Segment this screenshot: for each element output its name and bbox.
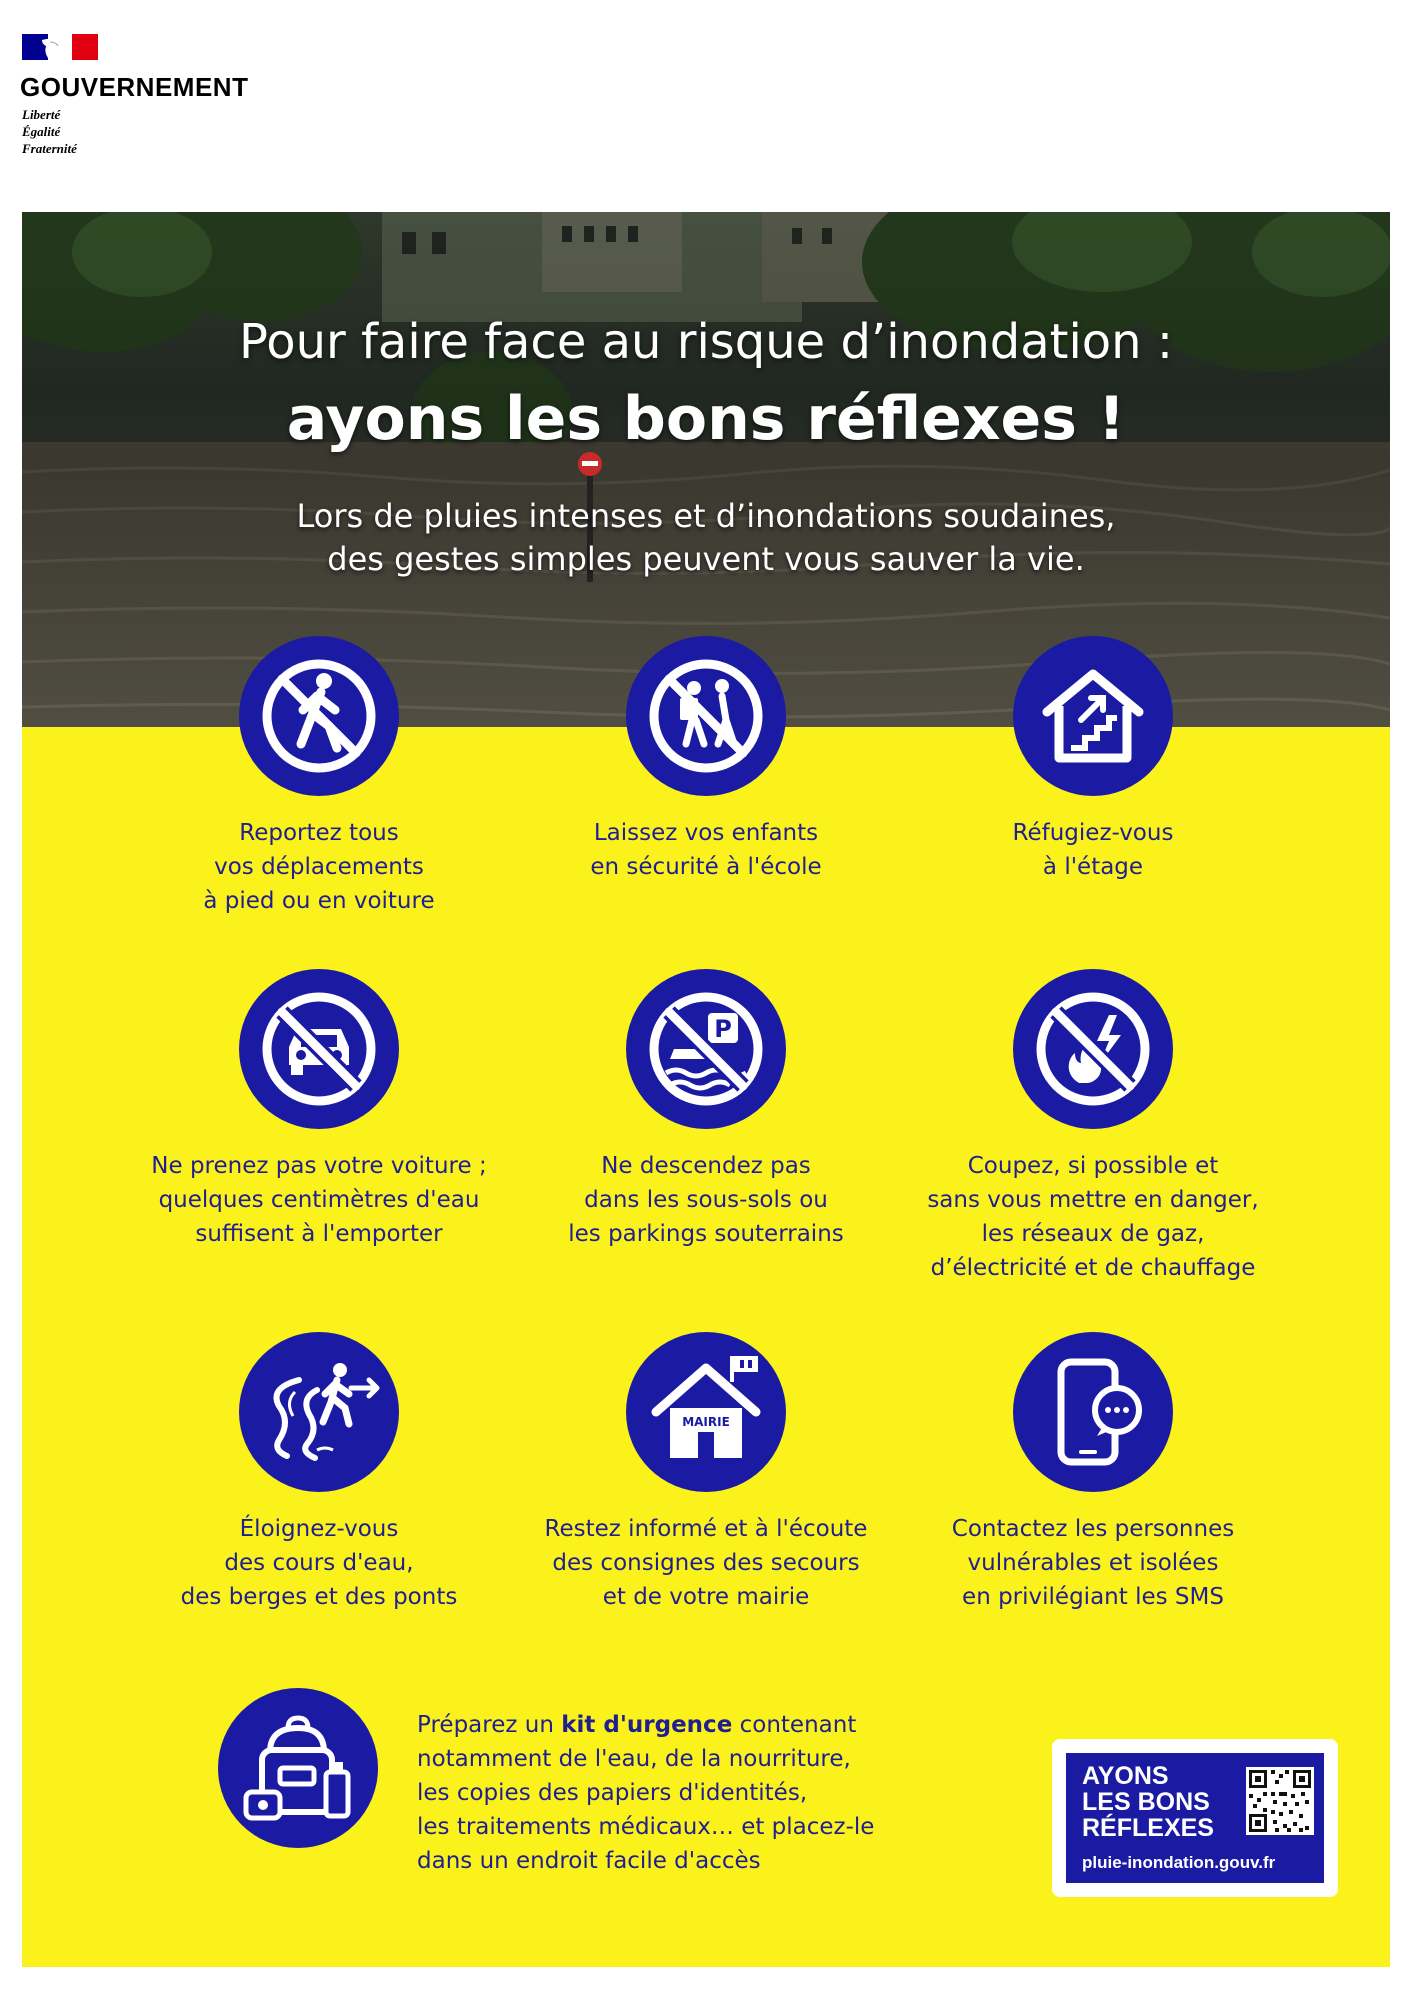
advice-text: Laissez vos enfants en sécurité à l'école xyxy=(590,820,822,880)
hero-subtitle-line2: des gestes simples peuvent vous sauver la vie. xyxy=(327,540,1085,578)
no-children-walking-icon xyxy=(626,636,786,796)
motto-egalite: Égalité xyxy=(22,124,61,139)
badge-line1: AYONS xyxy=(1082,1762,1169,1790)
kit-line-3: les traitements médicaux… et placez-le xyxy=(417,1814,875,1840)
mairie-label: MAIRIE xyxy=(682,1415,730,1429)
government-header xyxy=(20,34,320,164)
marianne-flag-logo xyxy=(22,34,98,60)
advice-text: Éloignez-vous des cours d'eau, des berges et des ponts xyxy=(180,1516,458,1610)
advice-text: Coupez, si possible et sans vous mettre en danger, les réseaux de gaz, d’électricité et de chauffage xyxy=(927,1153,1259,1281)
flood-poster xyxy=(22,212,1390,1967)
no-pedestrian-icon xyxy=(239,636,399,796)
kit-icon-circle xyxy=(218,1688,378,1848)
badge-slogan xyxy=(1082,1763,1214,1841)
kit-prefix: Préparez un xyxy=(417,1712,562,1738)
advice-text: Ne descendez pas dans les sous-sols ou les parkings souterrains xyxy=(568,1153,844,1247)
motto-fraternite: Fraternité xyxy=(22,141,77,156)
advice-text: Reportez tous vos déplacements à pied ou en voiture xyxy=(203,820,435,914)
advice-text: Réfugiez-vous à l'étage xyxy=(1012,820,1174,880)
kit-description xyxy=(417,1708,977,1878)
advice-text: Ne prenez pas votre voiture ; quelques centimètres d'eau suffisent à l'emporter xyxy=(151,1153,487,1247)
kit-line-4: dans un endroit facile d'accès xyxy=(417,1848,761,1874)
advice-text: Restez informé et à l'écoute des consignes des secours et de votre mairie xyxy=(544,1516,868,1610)
no-gas-electricity-icon xyxy=(1013,969,1173,1129)
hero-title: Pour faire face au risque d’inondation : xyxy=(238,314,1173,370)
kit-line-2: les copies des papiers d'identités, xyxy=(417,1780,808,1806)
website-url[interactable]: pluie-inondation.gouv.fr xyxy=(1082,1853,1276,1872)
no-underground-parking-icon xyxy=(626,969,786,1129)
kit-line-1: notamment de l'eau, de la nourriture, xyxy=(417,1746,851,1772)
qr-code[interactable] xyxy=(1246,1767,1314,1835)
kit-bold: kit d'urgence xyxy=(561,1712,733,1738)
badge-line2: LES BONS xyxy=(1082,1788,1210,1816)
website-badge[interactable] xyxy=(1052,1739,1338,1897)
republic-motto xyxy=(22,106,77,157)
phone-message-icon xyxy=(1013,1332,1173,1492)
house-upstairs-icon xyxy=(1013,636,1173,796)
motto-liberte: Liberté xyxy=(22,107,61,122)
government-name: GOUVERNEMENT xyxy=(20,72,249,102)
kit-suffix: contenant xyxy=(732,1712,857,1738)
advice-text: Contactez les personnes vulnérables et isolées en privilégiant les SMS xyxy=(951,1516,1235,1610)
town-hall-icon xyxy=(626,1332,786,1492)
kit-line-0 xyxy=(417,1708,977,1742)
emergency-kit-icon xyxy=(218,1688,378,1848)
no-car-icon xyxy=(239,969,399,1129)
walk-away-river-icon xyxy=(239,1332,399,1492)
badge-line3: RÉFLEXES xyxy=(1082,1814,1214,1842)
hero-subtitle-line1: Lors de pluies intenses et d’inondations soudaines, xyxy=(296,497,1116,535)
hero-title-bold: ayons les bons réflexes ! xyxy=(286,384,1126,454)
hero-subtitle xyxy=(22,495,1390,581)
svg-text:P: P xyxy=(714,1015,732,1043)
